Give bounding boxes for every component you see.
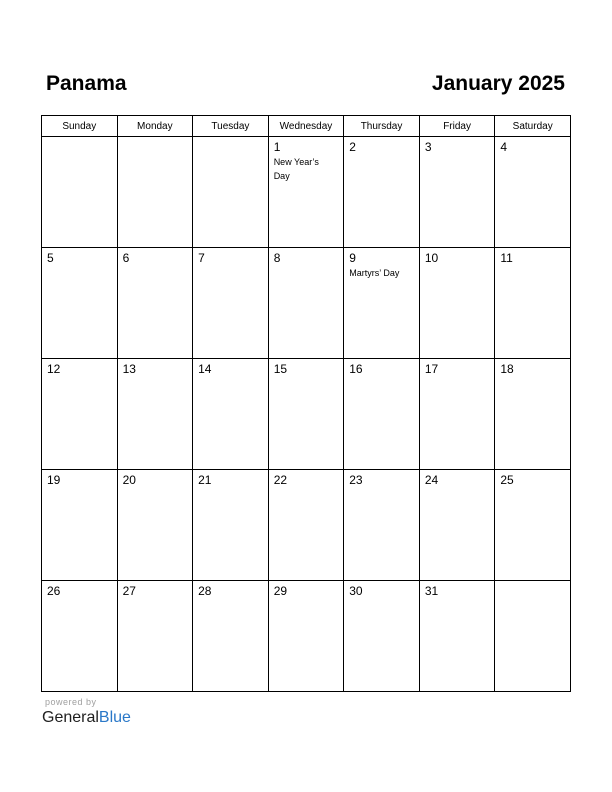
- day-cell: [495, 359, 571, 470]
- day-number: 27: [122, 584, 136, 598]
- day-number: 3: [424, 140, 432, 154]
- weekday-sunday: Sunday: [42, 116, 118, 137]
- day-cell: [344, 581, 420, 692]
- day-number: 30: [349, 584, 363, 598]
- brand-blue-text: Blue: [98, 709, 131, 726]
- day-cell: [344, 470, 420, 581]
- empty-day-cell: [495, 581, 571, 692]
- day-cell: [495, 248, 571, 359]
- weekday-thursday: Thursday: [344, 116, 420, 137]
- weekday-header-row: [42, 116, 571, 137]
- day-cell: [419, 359, 495, 470]
- week-row: [42, 137, 571, 248]
- day-number: 8: [273, 251, 281, 265]
- day-cell: [117, 470, 193, 581]
- day-number: 21: [198, 473, 212, 487]
- powered-by-text: powered by: [45, 697, 97, 707]
- calendar-grid: [41, 115, 571, 692]
- day-cell: [268, 137, 344, 248]
- day-cell: [495, 470, 571, 581]
- day-number: 12: [47, 362, 61, 376]
- brand-general-text: General: [42, 709, 99, 726]
- day-number: 1: [273, 140, 281, 154]
- empty-day-cell: [42, 137, 118, 248]
- day-number: 28: [198, 584, 212, 598]
- day-number: 9: [349, 251, 356, 265]
- day-cell: [268, 470, 344, 581]
- holiday-label: New Year’s Day: [273, 157, 319, 181]
- weekday-wednesday: Wednesday: [268, 116, 344, 137]
- day-number: 11: [500, 251, 513, 265]
- country-title: Panama: [46, 72, 127, 95]
- day-cell: [268, 248, 344, 359]
- generalblue-logo[interactable]: [42, 708, 131, 728]
- day-cell: [344, 137, 420, 248]
- day-number: 13: [122, 362, 136, 376]
- week-row: [42, 359, 571, 470]
- day-number: 15: [273, 362, 288, 376]
- day-number: 24: [424, 473, 439, 487]
- day-cell: [193, 248, 269, 359]
- day-number: 17: [424, 362, 439, 376]
- day-cell: [344, 248, 420, 359]
- empty-day-cell: [117, 137, 193, 248]
- weekday-friday: Friday: [419, 116, 495, 137]
- day-number: 20: [122, 473, 136, 487]
- day-number: 2: [349, 140, 356, 154]
- day-cell: [193, 359, 269, 470]
- day-cell: [193, 470, 269, 581]
- holiday-label: Martyrs’ Day: [349, 268, 400, 278]
- week-row: [42, 470, 571, 581]
- day-cell: [42, 248, 118, 359]
- weekday-monday: Monday: [117, 116, 193, 137]
- day-cell: [117, 248, 193, 359]
- day-number: 4: [500, 140, 508, 154]
- day-number: 22: [273, 473, 288, 487]
- day-number: 16: [349, 362, 363, 376]
- day-cell: [42, 581, 118, 692]
- week-row: [42, 581, 571, 692]
- day-number: 5: [47, 251, 54, 265]
- day-number: 25: [500, 473, 514, 487]
- day-cell: [419, 470, 495, 581]
- day-number: 23: [349, 473, 363, 487]
- day-number: 19: [47, 473, 61, 487]
- day-number: 6: [122, 251, 130, 265]
- day-cell: [419, 248, 495, 359]
- day-cell: [268, 359, 344, 470]
- day-number: 7: [198, 251, 205, 265]
- day-number: 14: [198, 362, 212, 376]
- day-number: 31: [424, 584, 439, 598]
- day-cell: [42, 359, 118, 470]
- empty-day-cell: [193, 137, 269, 248]
- day-cell: [117, 359, 193, 470]
- month-title: January 2025: [431, 72, 565, 95]
- day-number: 10: [424, 251, 439, 265]
- week-row: [42, 248, 571, 359]
- weekday-saturday: Saturday: [495, 116, 571, 137]
- day-cell: [495, 137, 571, 248]
- day-cell: [193, 581, 269, 692]
- day-cell: [419, 581, 495, 692]
- day-cell: [42, 470, 118, 581]
- day-cell: [419, 137, 495, 248]
- day-number: 29: [273, 584, 288, 598]
- day-number: 26: [47, 584, 61, 598]
- day-cell: [117, 581, 193, 692]
- day-cell: [268, 581, 344, 692]
- day-cell: [344, 359, 420, 470]
- weekday-tuesday: Tuesday: [193, 116, 269, 137]
- day-number: 18: [500, 362, 514, 376]
